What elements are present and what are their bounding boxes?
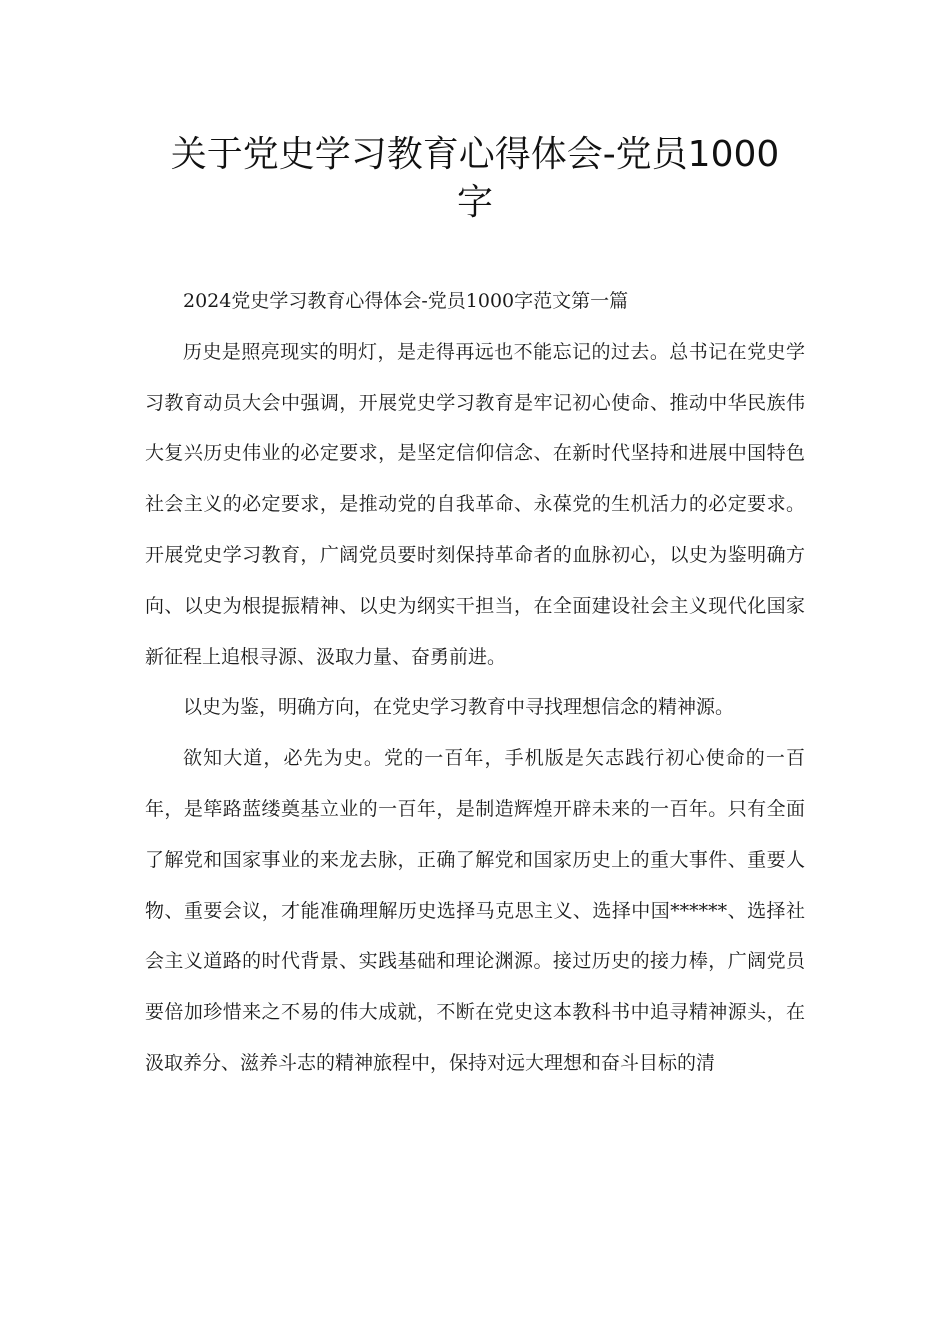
- document-subtitle: 2024党史学习教育心得体会-党员1000字范文第一篇: [183, 290, 629, 312]
- document-title-line-2: 字: [456, 182, 493, 223]
- document-title-line-1: 关于党史学习教育心得体会-党员1000: [170, 134, 780, 175]
- document-body: [145, 276, 805, 1089]
- paragraph: 历史是照亮现实的明灯，是走得再远也不能忘记的过去。总书记在党史学习教育动员大会中强调，开展党史学习教育是牢记初心使命、推动中华民族伟大复兴历史伟业的必定要求，是坚定信仰信念、在新时代坚持和进展中国特色社会主义的必定要求，是推动党的自我革命、永葆党的生机活力的必定要求。开展党史学习教育，广阔党员要时刻保持革命者的血脉初心，以史为鉴明确方向、以史为根提振精神、以史为纲实干担当，在全面建设社会主义现代化国家新征程上追根寻源、汲取力量、奋勇前进。: [145, 340, 805, 668]
- paragraph: 以史为鉴，明确方向，在党史学习教育中寻找理想信念的精神源。: [183, 696, 735, 719]
- paragraph: 欲知大道，必先为史。党的一百年，手机版是矢志践行初心使命的一百年，是筚路蓝缕奠基立业的一百年，是制造辉煌开辟未来的一百年。只有全面了解党和国家事业的来龙去脉，正确了解党和国家历史上的重大事件、重要人物、重要会议，才能准确理解历史选择马克思主义、选择中国******、选择社会主义道路的时代背景、实践基础和理论渊源。接过历史的接力棒，广阔党员要倍加珍惜来之不易的伟大成就，不断在党史这本教科书中追寻精神源头，在汲取养分、滋养斗志的精神旅程中，保持对远大理想和奋斗目标的清: [145, 747, 805, 1074]
